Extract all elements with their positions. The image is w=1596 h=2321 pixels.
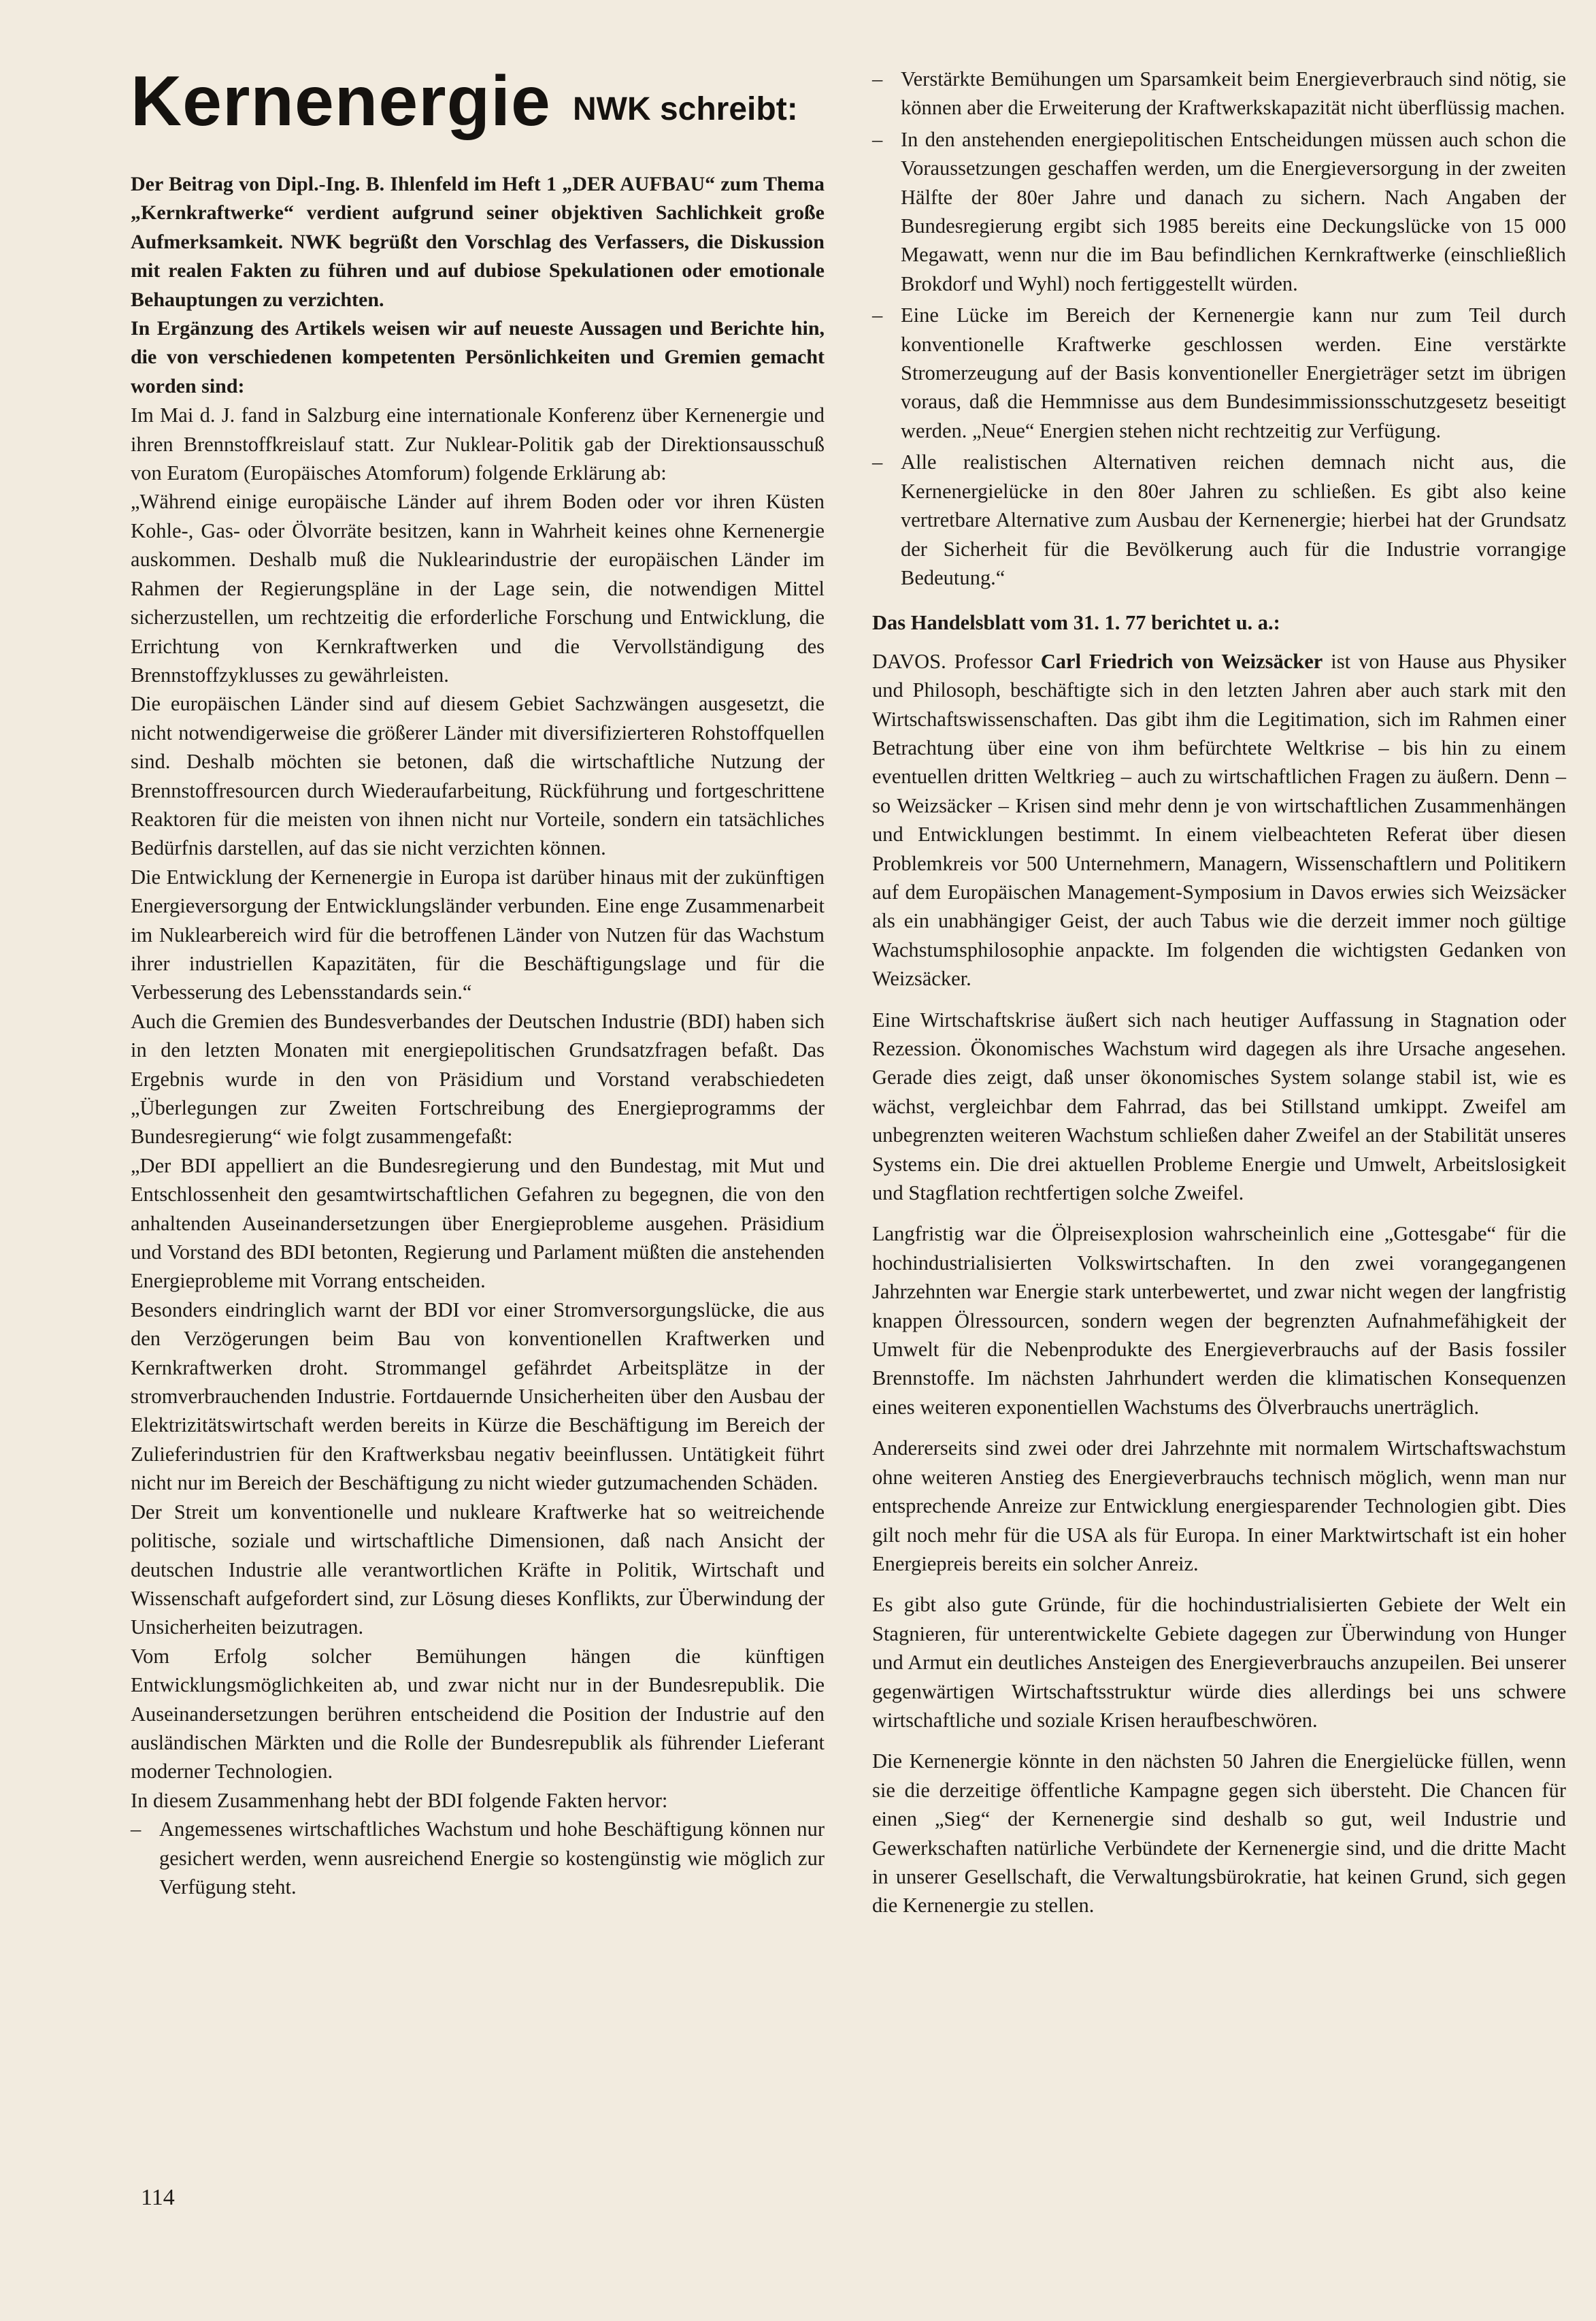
quote-paragraph: Die Entwicklung der Kernenergie in Europa ist darüber hinaus mit der zukünftigen Energieversorgung der Entwicklungsländer verbunden. Eine enge Zusammenarbeit im Nuklearbereich wird für die betroffenen Länder von Nutzen für das Wachstum ihrer industriellen Kapazitäten, für die Beschäftigungslage und für die Verbesserung des Lebensstandards sein.“ (131, 865, 825, 1004)
bdi-facts-list (131, 1815, 825, 1901)
body-paragraph: Langfristig war die Ölpreisexplosion wahrscheinlich eine „Gottesgabe“ für die hochindustrialisierten Volkswirtschaften. In den zwei vorangegangenen Jahrzehnten war Energie stark unterbewertet, und zwar nicht wegen der langfristig knappen Ölressourcen, sondern wegen der begrenzten Aufnahmefähigkeit der Umwelt für die Nebenprodukte des Energieverbrauchs auf der Basis fossiler Brennstoffe. Im nächsten Jahrhundert werden die klimatischen Konsequenzen eines weiteren exponentiellen Wachstums des Ölverbrauchs unerträglich. (872, 1222, 1566, 1419)
quote-paragraph: In diesem Zusammenhang hebt der BDI folgende Fakten hervor: (131, 1788, 668, 1812)
dateline-text: DAVOS. Professor (872, 649, 1041, 673)
list-item: – In den anstehenden energiepolitischen Entscheidungen müssen auch schon die Voraussetzungen geschaffen werden, um die Energieversorgung in der zweiten Hälfte der 80er Jahre und danach zu sichern. Nach Angaben der Bundesregierung ergibt sich 1985 bereits eine Deckungslücke von 15 000 Megawatt, wenn nur die im Bau befindlichen Kernkraftwerke (einschließlich Brokdorf und Wyhl) noch fertiggestellt würden. (872, 125, 1566, 298)
quote-paragraph: „Der BDI appelliert an die Bundesregierung und den Bundestag, mit Mut und Entschlossenheit den gesamtwirtschaftlichen Gefahren zu begegnen, die von den anhaltenden Auseinandersetzungen über Energieprobleme ausgehen. Präsidium und Vorstand des BDI betonten, Regierung und Parlament müßten die anstehenden Energieprobleme mit Vorrang entscheiden. (131, 1153, 825, 1293)
section-heading: Das Handelsblatt vom 31. 1. 77 berichtet u. a.: (872, 611, 1280, 635)
body-paragraph: Auch die Gremien des Bundesverbandes der Deutschen Industrie (BDI) haben sich in den letzten Monaten mit energiepolitischen Grundsatzfragen befaßt. Das Ergebnis wurde in den von Präsidium und Vorstand verabschiedeten „Überlegungen zur Zweiten Fortschreibung des Energieprogramms der Bundesregierung“ wie folgt zusammengefaßt: (131, 1009, 825, 1149)
list-item: – Alle realistischen Alternativen reichen demnach nicht aus, die Kernenergielücke in den 80er Jahren zu schließen. Es gibt also keine vertretbare Alternative zum Ausbau der Kernenergie; hierbei hat der Grundsatz der Sicherheit für die Bevölkerung auch für die Industrie vorrangige Bedeutung.“ (872, 448, 1566, 592)
body-paragraph (872, 647, 1566, 993)
bdi-facts-list-continued (872, 65, 1566, 592)
quote-paragraph: Vom Erfolg solcher Bemühungen hängen die künftigen Entwicklungsmöglichkeiten ab, und zwar nicht nur in der Bundesrepublik. Die Auseinandersetzungen berühren entscheidend die Position der Industrie auf den ausländischen Märkten und die Rolle der Bundesrepublik als führender Lieferant moderner Technologien. (131, 1644, 825, 1783)
right-column (872, 65, 1566, 1920)
list-item: – Angemessenes wirtschaftliches Wachstum und hohe Beschäftigung können nur gesichert werden, wenn ausreichend Energie so kostengünstig wie möglich zur Verfügung steht. (131, 1815, 825, 1901)
body-paragraph: Andererseits sind zwei oder drei Jahrzehnte mit normalem Wirtschaftswachstum ohne weiteren Anstieg des Energieverbrauchs technisch möglich, wenn man nur entsprechende Anreize zur Entwicklung energiesparender Technologien gibt. Dies gilt noch mehr für die USA als für Europa. In einer Marktwirtschaft ist ein hoher Energiepreis bereits ein solcher Anreiz. (872, 1436, 1566, 1575)
lead-paragraph: In Ergänzung des Artikels weisen wir auf neueste Aussagen und Berichte hin, die von verschiedenen kompetenten Persönlichkeiten und Gremien gemacht worden sind: (131, 317, 825, 397)
body-text: ist von Hause aus Physiker und Philosoph, beschäftigte sich in den letzten Jahren aber auch stark mit den Wirtschaftswissenschaften. Das gibt ihm die Legitimation, sich im Rahmen einer Betrachtung über eine von ihm befürchtete Weltkrise – bis hin zu einem eventuellen dritten Weltkrieg – auch zu wirtschaftlichen Fragen zu äußern. Denn – so Weizsäcker – Krisen sind mehr denn je von wirtschaftlichen Zusammenhängen und Entwicklungen bestimmt. In einem vielbeachteten Referat über diesen Problemkreis vor 500 Unternehmern, Managern, Wissenschaftlern und Politikern auf dem Europäischen Management-Symposium in Davos erwies sich Weizsäcker als ein unabhängiger Geist, der auch Tabus wie die derzeit immer noch gültige Wachstumsphilosophie anpackte. Im folgenden die wichtigsten Gedanken von Weizsäcker. (872, 649, 1566, 991)
quote-paragraph: Besonders eindringlich warnt der BDI vor einer Stromversorgungslücke, die aus den Verzögerungen beim Bau von konventionellen Kraftwerken und Kernkraftwerken droht. Strommangel gefährdet Arbeitsplätze in der stromverbrauchenden Industrie. Fortdauernde Unsicherheiten über den Ausbau der Elektrizitätswirtschaft werden bereits in Kürze die Beschäftigung im Bereich der Zulieferindustrien für den Kraftwerksbau negativ beeinflussen. Untätigkeit führt nicht nur im Bereich der Beschäftigung zu nicht wieder gutzumachenden Schäden. (131, 1298, 825, 1495)
article-title: Kernenergie (131, 62, 551, 141)
person-name: Carl Friedrich von Weizsäcker (1040, 649, 1323, 673)
article-subtitle: NWK schreibt: (573, 91, 798, 127)
quote-paragraph: Der Streit um konventionelle und nukleare Kraftwerke hat so weitreichende politische, soziale und wirtschaftliche Dimensionen, daß nach Ansicht der deutschen Industrie alle verantwortlichen Kräfte in Politik, Wirtschaft und Wissenschaft aufgefordert sind, zur Lösung dieses Konflikts, zur Überwindung der Unsicherheiten beizutragen. (131, 1500, 825, 1639)
body-paragraph: Es gibt also gute Gründe, für die hochindustrialisierten Gebiete der Welt ein Stagnieren, für unterentwickelte Gebiete dagegen zur Überwindung von Hunger und Armut ein deutliches Ansteigen des Energieverbrauchs anzupeilen. Bei unserer gegenwärtigen Wirtschaftsstruktur würde dies allerdings bei uns schwere wirtschaftliche und soziale Krisen heraufbeschwören. (872, 1593, 1566, 1732)
body-paragraph: Im Mai d. J. fand in Salzburg eine internationale Konferenz über Kernenergie und ihren Brennstoffkreislauf statt. Zur Nuklear-Politik gab der Direktionsausschuß von Euratom (Europäisches Atomforum) folgende Erklärung ab: (131, 404, 825, 485)
body-paragraph: Eine Wirtschaftskrise äußert sich nach heutiger Auffassung in Stagnation oder Rezession. Ökonomisches Wachstum wird dagegen als ihre Ursache angesehen. Gerade dies zeigt, daß unser ökonomisches System solange stabil ist, wie es wächst, vergleichbar dem Fahrrad, das bei Stillstand umkippt. Zweifel am unbegrenzten weiteren Wachstum schließen daher Zweifel an der Stabilität unseres Systems ein. Die drei aktuellen Probleme Energie und Umwelt, Arbeitslosigkeit und Stagflation rechtfertigen solche Zweifel. (872, 1008, 1566, 1205)
body-paragraph: Die Kernenergie könnte in den nächsten 50 Jahren die Energielücke füllen, wenn sie die derzeitige öffentliche Kampagne gegen sich übersteht. Die Chancen für einen „Sieg“ der Kernenergie sind deshalb so gut, weil Industrie und Gewerkschaften natürliche Verbündete der Kernenergie sind, und die dritte Macht in unserer Gesellschaft, die Verwaltungsbürokratie, hat keinen Grund, sich gegen die Kernenergie zu stellen. (872, 1749, 1566, 1917)
list-item: – Verstärkte Bemühungen um Sparsamkeit beim Energieverbrauch sind nötig, sie können aber die Erweiterung der Kraftwerkskapazität nicht überflüssig machen. (872, 65, 1566, 122)
left-column (131, 62, 825, 1901)
article-header (131, 62, 825, 170)
list-item: – Eine Lücke im Bereich der Kernenergie kann nur zum Teil durch konventionelle Kraftwerke geschlossen werden. Eine verstärkte Stromerzeugung auf der Basis konventioneller Energieträger setzt im übrigen voraus, daß die Hemmnisse aus dem Bundesimmissionsschutzgesetz beseitigt werden. „Neue“ Energien stehen nicht rechtzeitig zur Verfügung. (872, 301, 1566, 445)
quote-paragraph: Die europäischen Länder sind auf diesem Gebiet Sachzwängen ausgesetzt, die nicht notwendigerweise die größerer Länder mit diversifizierteren Rohstoffquellen sind. Deshalb möchten sie betonen, daß die wirtschaftliche Nutzung der Brennstoffresourcen durch Wiederaufarbeitung, Rückführung und fortgeschrittene Reaktoren für die meisten von ihnen nicht nur Vorteile, sondern ein tatsächliches Bedürfnis darstellen, auf das sie nicht verzichten können. (131, 692, 825, 860)
page-number: 114 (141, 2185, 175, 2210)
lead-paragraph: Der Beitrag von Dipl.-Ing. B. Ihlenfeld im Heft 1 „DER AUFBAU“ zum Thema „Kernkraftwerke“ verdient aufgrund seiner objektiven Sachlichkeit große Aufmerksamkeit. NWK begrüßt den Vorschlag des Verfassers, die Diskussion mit realen Fakten zu führen und auf dubiose Spekulationen oder emotionale Behauptungen zu verzichten. (131, 173, 825, 311)
quote-paragraph: „Während einige europäische Länder auf ihrem Boden oder vor ihren Küsten Kohle-, Gas- oder Ölvorräte besitzen, kann in Wahrheit keines ohne Kernenergie auskommen. Deshalb muß die Nuklearindustrie der europäischen Länder im Rahmen der Regierungspläne in der Lage sein, die notwendigen Mittel sicherzustellen, um rechtzeitig die erforderliche Forschung und Entwicklung, die Errichtung von Kernkraftwerken und die Vervollständigung des Brennstoffzyklusses zu gewährleisten. (131, 490, 825, 687)
